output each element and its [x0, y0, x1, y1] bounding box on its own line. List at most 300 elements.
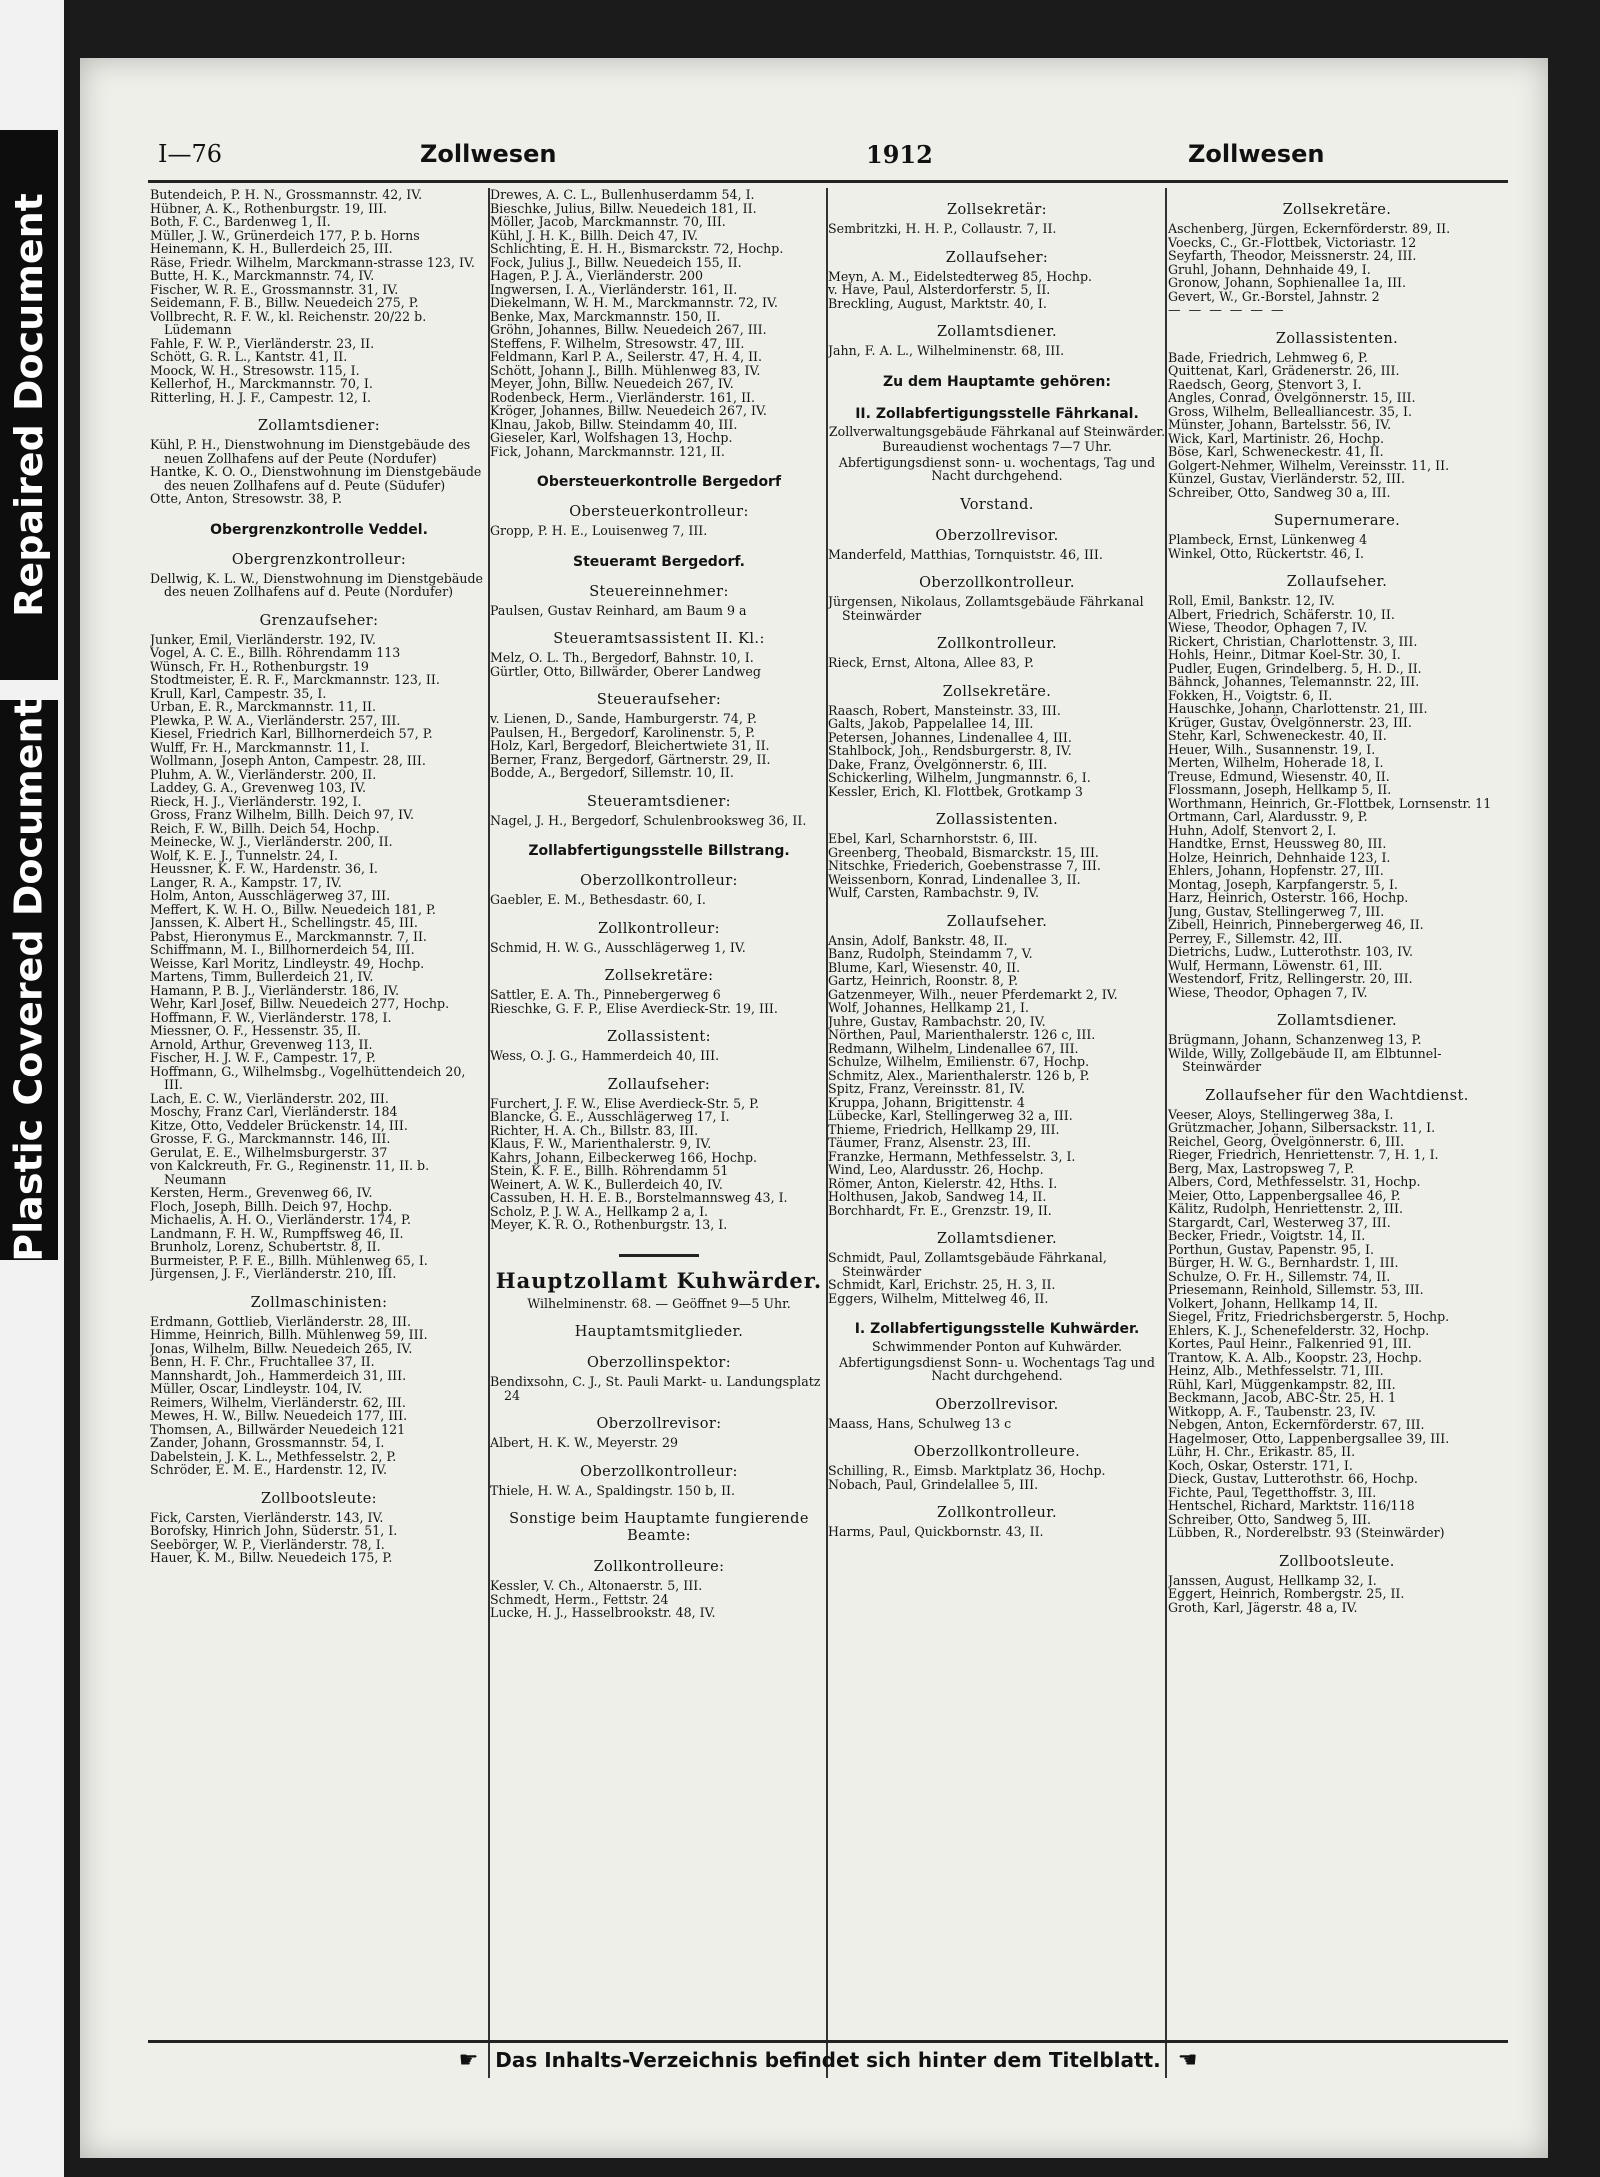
directory-entry: Borofsky, Hinrich John, Süderstr. 51, I.	[150, 1523, 398, 1538]
directory-entry: Kessler, Erich, Kl. Flottbek, Grotkamp 3	[828, 783, 1083, 799]
directory-entry: Bodde, A., Bergedorf, Sillemstr. 10, II.	[490, 765, 734, 780]
directory-entry: Eggers, Wilhelm, Mittelweg 46, II.	[828, 1290, 1049, 1306]
pointing-hand-left-icon: ☛	[458, 2048, 479, 2073]
directory-entry: Schröder, E. M. E., Hardenstr. 12, IV.	[150, 1462, 388, 1477]
page-header	[158, 140, 1548, 180]
directory-entry: Kälitz, Rudolph, Henriettenstr. 2, III.	[1168, 1201, 1403, 1216]
directory-entry: Blume, Karl, Wiesenstr. 40, II.	[828, 959, 1021, 975]
office-note: Abfertigungsdienst sonn- u. wochentags, Tag und Nacht durchgehend.	[838, 454, 1156, 483]
column-separator	[1165, 188, 1167, 2078]
directory-entry: v. Have, Paul, Alsterdorferstr. 5, II.	[828, 282, 1051, 297]
directory-entry: Bieschke, Julius, Billw. Neuedeich 181, II.	[490, 200, 757, 216]
directory-entry: Schlichting, E. H. H., Bismarckstr. 72, Hochp.	[490, 241, 784, 256]
repaired-document-text: Repaired Document	[7, 193, 52, 617]
section-heading: Zollamtsdiener.	[1276, 1013, 1398, 1029]
directory-entry: Meier, Otto, Lappenbergsallee 46, P.	[1168, 1187, 1401, 1203]
directory-entry: Mewes, H. W., Billw. Neuedeich 177, III.	[150, 1408, 408, 1423]
directory-entry: Merten, Wilhelm, Hoherade 18, I.	[1168, 755, 1384, 770]
column-4	[1168, 188, 1506, 2078]
office-heading: Obersteuerkontrolle Bergedorf	[536, 474, 782, 490]
directory-entry: Heussner, K. F. W., Hardenstr. 36, I.	[150, 861, 378, 876]
section-heading: Zollaufseher:	[945, 249, 1049, 266]
directory-entry: Treuse, Edmund, Wiesenstr. 40, II.	[1168, 768, 1390, 784]
office-heading: Steueramt Bergedorf.	[572, 553, 745, 570]
directory-entry: Schött, Johann J., Billh. Mühlenweg 83, IV.	[490, 362, 761, 378]
directory-entry: Albert, Friedrich, Schäferstr. 10, II.	[1168, 606, 1395, 622]
directory-entry: Fischer, H. J. W. F., Campestr. 17, P.	[150, 1050, 376, 1065]
section-heading: Zollaufseher:	[607, 1076, 711, 1093]
directory-entry: Scholz, P. J. W. A., Hellkamp 2 a, I.	[490, 1203, 709, 1219]
directory-entry: Holz, Karl, Bergedorf, Bleichertwiete 31, II.	[490, 738, 770, 753]
directory-entry: Gevert, W., Gr.-Borstel, Jahnstr. 2	[1168, 288, 1380, 304]
footer-text: Das Inhalts-Verzeichnis befindet sich hinter dem Titelblatt.	[495, 2048, 1161, 2072]
directory-entry: Ingwersen, I. A., Vierländerstr. 161, II.	[490, 281, 738, 297]
directory-entry: Nitschke, Friederich, Goebenstrasse 7, III.	[828, 858, 1101, 873]
directory-entry: Ortmann, Carl, Alardusstr. 9, P.	[1168, 809, 1368, 824]
section-heading: Oberzollinspektor:	[587, 1355, 731, 1371]
directory-entry: Gerulat, E. E., Wilhelmsburgerstr. 37	[150, 1144, 388, 1160]
directory-entry: Rieger, Friedrich, Henriettenstr. 7, H. 1, I.	[1168, 1147, 1439, 1162]
directory-entry: Galts, Jakob, Pappelallee 14, III.	[828, 716, 1034, 731]
directory-entry: Vogel, A. C. E., Billh. Röhrendamm 113	[150, 645, 401, 660]
directory-entry: Fick, Johann, Marckmannstr. 121, II.	[490, 443, 725, 459]
directory-entry: Gröhn, Johannes, Billw. Neuedeich 267, III.	[490, 322, 767, 337]
directory-entry: Hamann, P. B. J., Vierländerstr. 186, IV.	[150, 982, 400, 998]
directory-entry: Schmidt, Paul, Zollamtsgebäude Fährkanal, Steinwärder	[828, 1250, 1107, 1279]
directory-entry: Plewka, P. W. A., Vierländerstr. 257, III.	[150, 712, 401, 728]
section-heading: Oberzollrevisor.	[935, 1396, 1059, 1413]
directory-entry: Kersten, Herm., Grevenweg 66, IV.	[150, 1185, 373, 1200]
directory-entry: Münster, Johann, Bartelsstr. 56, IV.	[1168, 417, 1392, 432]
directory-entry: Diekelmann, W. H. M., Marckmannstr. 72, IV.	[490, 295, 778, 310]
directory-entry: Hohls, Heinr., Ditmar Koel-Str. 30, I.	[1168, 647, 1401, 662]
directory-entry: Meinecke, W. J., Vierländerstr. 200, II.	[150, 834, 393, 849]
directory-entry: Schreiber, Otto, Sandweg 30 a, III.	[1168, 484, 1391, 500]
directory-entry: Kellerhof, H., Marckmannstr. 70, I.	[150, 376, 373, 391]
directory-entry: Janssen, August, Hellkamp 32, I.	[1168, 1572, 1377, 1588]
section-heading: Zollsekretär:	[947, 202, 1047, 218]
directory-entry: Kruppa, Johann, Brigittenstr. 4	[828, 1094, 1025, 1110]
directory-entry: Schmitz, Alex., Marienthalerstr. 126 b, P.	[828, 1067, 1090, 1083]
directory-entry: Martens, Timm, Bullerdeich 21, IV.	[150, 969, 374, 984]
directory-entry: Kahrs, Johann, Eilbeckerweg 166, Hochp.	[490, 1149, 758, 1165]
section-heading: Zollkontrolleur.	[937, 636, 1057, 652]
directory-entry: Grosse, F. G., Marckmannstr. 146, III.	[150, 1131, 391, 1146]
directory-entry: Thiele, H. W. A., Spaldingstr. 150 b, II.	[490, 1482, 736, 1498]
directory-entry: Berner, Franz, Bergedorf, Gärtnerstr. 29, II.	[490, 751, 771, 767]
directory-entry: Blancke, G. E., Ausschlägerweg 17, I.	[490, 1109, 730, 1124]
directory-entry: Fischer, W. R. E., Grossmannstr. 31, IV.	[150, 281, 399, 297]
directory-entry: Heinz, Alb., Methfesselstr. 71, III.	[1168, 1363, 1384, 1378]
directory-entry: Ehlers, K. J., Schenefelderstr. 32, Hochp.	[1168, 1322, 1430, 1338]
directory-entry: Fahle, F. W. P., Vierländerstr. 23, II.	[150, 335, 375, 351]
directory-entry: Böse, Karl, Schweneckestr. 41, II.	[1168, 444, 1384, 459]
directory-entry: Stahlbock, Joh., Rendsburgerstr. 8, IV.	[828, 743, 1072, 758]
directory-entry: Wollmann, Joseph Anton, Campestr. 28, III.	[150, 753, 426, 768]
directory-entry: Zander, Johann, Grossmannstr. 54, I.	[150, 1435, 385, 1450]
section-heading: Zollassistent:	[607, 1029, 711, 1045]
directory-entry: Pudler, Eugen, Grindelberg. 5, H. D., II.	[1168, 660, 1422, 676]
directory-entry: Kortes, Paul Heinr., Falkenried 91, III.	[1168, 1336, 1412, 1351]
directory-entry: Täumer, Franz, Alsenstr. 23, III.	[828, 1135, 1031, 1150]
directory-entry: Rieck, H. J., Vierländerstr. 192, I.	[150, 793, 362, 809]
directory-entry: Harms, Paul, Quickbornstr. 43, II.	[828, 1524, 1044, 1539]
section-heading: Zollaufseher.	[1286, 574, 1388, 590]
directory-entry: Kessler, V. Ch., Altonaerstr. 5, III.	[490, 1578, 703, 1593]
section-heading: Zollkontrolleur.	[937, 1505, 1057, 1521]
directory-entry: Thieme, Friedrich, Hellkamp 29, III.	[828, 1121, 1060, 1137]
directory-entry: Dabelstein, J. K. L., Methfesselstr. 2, P.	[150, 1448, 397, 1464]
directory-entry: Voecks, C., Gr.-Flottbek, Victoriastr. 12	[1168, 234, 1417, 250]
directory-entry: Stein, K. F. E., Billh. Röhrendamm 51	[490, 1163, 729, 1178]
directory-entry: Beckmann, Jacob, ABC-Str. 25, H. 1	[1168, 1390, 1397, 1405]
directory-entry: Raasch, Robert, Mansteinstr. 33, III.	[828, 702, 1061, 718]
directory-entry: Pabst, Hieronymus E., Marckmannstr. 7, II.	[150, 928, 427, 944]
directory-entry: Hentschel, Richard, Marktstr. 116/118	[1168, 1498, 1415, 1513]
directory-entry: Winkel, Otto, Rückertstr. 46, I.	[1168, 545, 1365, 561]
directory-entry: Feldmann, Karl P. A., Seilerstr. 47, H. 4, II.	[490, 349, 763, 364]
directory-entry: Quittenat, Karl, Grädenerstr. 26, III.	[1168, 363, 1400, 378]
directory-entry: Redmann, Wilhelm, Lindenallee 67, III.	[828, 1040, 1079, 1056]
column-2	[490, 188, 828, 2078]
directory-entry: Weissenborn, Konrad, Lindenallee 3, II.	[828, 871, 1081, 887]
section-heading: Zollamtsdiener:	[258, 418, 380, 434]
section-heading: Zollassistenten.	[1275, 330, 1399, 347]
directory-entry: Breckling, August, Marktstr. 40, I.	[828, 295, 1047, 311]
directory-entry: Moock, W. H., Stresowstr. 115, I.	[150, 362, 360, 378]
directory-entry: Holthusen, Jakob, Sandweg 14, II.	[828, 1189, 1047, 1204]
directory-entry: Kröger, Johannes, Billw. Neuedeich 267, IV.	[490, 403, 767, 418]
section-heading: Zollassistenten.	[935, 812, 1059, 828]
directory-entry: Nörthen, Paul, Marienthalerstr. 126 c, III.	[828, 1027, 1096, 1042]
header-right-title: Zollwesen	[1188, 140, 1325, 168]
directory-entry: Zibell, Heinrich, Pinnebergerweg 46, II.	[1168, 917, 1424, 932]
directory-entry: Lübben, R., Norderelbstr. 93 (Steinwärder)	[1168, 1525, 1445, 1540]
directory-entry: Benke, Max, Marckmannstr. 150, II.	[490, 308, 721, 324]
directory-entry: Wünsch, Fr. H., Rothenburgstr. 19	[150, 658, 369, 674]
section-heading: Steueramtsdiener:	[587, 793, 731, 810]
section-heading: Zollamtsdiener.	[936, 1231, 1058, 1247]
directory-entry: Jung, Gustav, Stellingerweg 7, III.	[1168, 903, 1385, 919]
plastic-covered-label	[0, 700, 58, 1260]
directory-entry: Schmidt, Karl, Erichstr. 25, H. 3, II.	[828, 1277, 1056, 1292]
directory-entry: Richter, H. A. Ch., Billstr. 83, III.	[490, 1122, 699, 1138]
directory-entry: Stargardt, Carl, Westerweg 37, III.	[1168, 1214, 1391, 1230]
directory-entry: Landmann, F. H. W., Rumpffsweg 46, II.	[150, 1225, 404, 1241]
directory-entry: Nebgen, Anton, Eckernförderstr. 67, III.	[1168, 1417, 1425, 1432]
directory-entry: Golgert-Nehmer, Wilhelm, Vereinsstr. 11, II.	[1168, 457, 1450, 473]
directory-entry: Berg, Max, Lastropsweg 7, P.	[1168, 1160, 1355, 1176]
directory-entry: Wiese, Theodor, Ophagen 7, IV.	[1168, 984, 1368, 1000]
section-heading: Hauptamtsmitglieder.	[574, 1324, 744, 1340]
directory-entry: Heuer, Wilh., Susannenstr. 19, I.	[1168, 741, 1376, 757]
directory-entry: Banz, Rudolph, Steindamm 7, V.	[828, 946, 1033, 961]
directory-entry: Rühl, Karl, Müggenkampstr. 82, III.	[1168, 1376, 1396, 1392]
dash-line: — — — — — —	[1168, 302, 1286, 317]
directory-entry: Junker, Emil, Vierländerstr. 192, IV.	[150, 631, 376, 647]
directory-entry: Jürgensen, Nikolaus, Zollamtsgebäude Fährkanal Steinwärder	[828, 594, 1144, 623]
directory-entry: Langer, R. A., Kampstr. 17, IV.	[150, 874, 342, 890]
section-heading: Oberzollkontrolleur:	[580, 1463, 738, 1480]
section-divider	[619, 1254, 699, 1257]
directory-entry: Meyer, K. R. O., Rothenburgstr. 13, I.	[490, 1217, 728, 1232]
directory-entry: Kiesel, Friedrich Karl, Billhornerdeich 57, P.	[150, 726, 433, 741]
directory-entry: Sattler, E. A. Th., Pinnebergerweg 6	[490, 987, 721, 1002]
office-note: Abfertigungsdienst Sonn- u. Wochentags Tag und Nacht durchgehend.	[839, 1354, 1155, 1383]
directory-entry: Gruhl, Johann, Dehnhaide 49, I.	[1168, 261, 1371, 277]
directory-entry: Wolf, Johannes, Hellkamp 21, I.	[828, 1000, 1029, 1015]
directory-entry: Schickerling, Wilhelm, Jungmannstr. 6, I.	[828, 770, 1091, 785]
directory-entry: Reimers, Wilhelm, Vierländerstr. 62, III.	[150, 1394, 406, 1410]
directory-entry: Klnau, Jakob, Billw. Steindamm 40, III.	[490, 416, 738, 432]
directory-entry: Koch, Oskar, Osterstr. 171, I.	[1168, 1457, 1353, 1473]
plastic-covered-text: Plastic Covered Document	[7, 698, 52, 1262]
directory-entry: Dake, Franz, Övelgönnerstr. 6, III.	[828, 756, 1048, 772]
directory-entry: Moschy, Franz Carl, Vierländerstr. 184	[150, 1104, 398, 1119]
section-heading: Zollbootsleute.	[1279, 1553, 1395, 1570]
directory-entry: Butte, H. K., Marckmannstr. 74, IV.	[150, 268, 375, 283]
directory-entry: Both, F. C., Bardenweg 1, II.	[150, 214, 331, 229]
directory-entry: Künzel, Gustav, Vierländerstr. 52, III.	[1168, 471, 1405, 486]
directory-entry: Schmedt, Herm., Fettstr. 24	[490, 1591, 669, 1607]
directory-entry: Melz, O. L. Th., Bergedorf, Bahnstr. 10, I.	[490, 650, 754, 665]
section-heading: Zollkontrolleur:	[598, 920, 720, 937]
directory-entry: Hauschke, Johann, Charlottenstr. 21, III.	[1168, 701, 1428, 716]
section-heading: Zollaufseher.	[946, 913, 1048, 930]
directory-entry: Nobach, Paul, Grindelallee 5, III.	[828, 1476, 1039, 1492]
directory-entry: Porthun, Gustav, Papenstr. 95, I.	[1168, 1241, 1375, 1257]
directory-entry: Franzke, Hermann, Methfesselstr. 3, I.	[828, 1148, 1076, 1164]
directory-entry: Müller, Oscar, Lindleystr. 104, IV.	[150, 1381, 363, 1396]
directory-entry: Schilling, R., Eimsb. Marktplatz 36, Hochp.	[828, 1463, 1106, 1478]
directory-entry: Müller, J. W., Grünerdeich 177, P. b. Horns	[150, 227, 420, 243]
directory-entry: Schiffmann, M. I., Billhornerdeich 54, III.	[150, 942, 415, 957]
office-note: Wilhelminenstr. 68. — Geöffnet 9—5 Uhr.	[527, 1295, 791, 1311]
directory-entry: Dietrichs, Ludw., Lutterothstr. 103, IV.	[1168, 944, 1414, 959]
directory-entry: Schulze, O. Fr. H., Sillemstr. 74, II.	[1168, 1268, 1391, 1284]
office-note: Bureaudienst wochentags 7—7 Uhr.	[882, 439, 1112, 454]
directory-entry: Hauer, K. M., Billw. Neuedeich 175, P.	[150, 1550, 393, 1565]
directory-entry: Römer, Anton, Kielerstr. 42, Hths. I.	[828, 1175, 1058, 1191]
directory-entry: Krull, Karl, Campestr. 35, I.	[150, 685, 327, 701]
section-heading: Zollsekretäre.	[1282, 202, 1392, 218]
directory-entry: Hagelmoser, Otto, Lappenbergsallee 39, III.	[1168, 1430, 1450, 1446]
directory-entry: Gürtler, Otto, Billwärder, Oberer Landweg	[490, 663, 761, 679]
directory-entry: Paulsen, Gustav Reinhard, am Baum 9 a	[490, 602, 747, 618]
directory-entry: Brügmann, Johann, Schanzenweg 13, P.	[1168, 1032, 1422, 1047]
directory-entry: Krüger, Gustav, Övelgönnerstr. 23, III.	[1168, 714, 1412, 730]
directory-entry: Schulze, Wilhelm, Emilienstr. 67, Hochp.	[828, 1054, 1090, 1069]
directory-entry: Jahn, F. A. L., Wilhelminenstr. 68, III.	[828, 343, 1065, 358]
directory-entry: Albers, Cord, Methfesselstr. 31, Hochp.	[1168, 1174, 1421, 1189]
directory-entry: Rieck, Ernst, Altona, Allee 83, P.	[828, 655, 1034, 670]
footer-rule	[148, 2040, 1508, 2043]
directory-entry: Floch, Joseph, Billh. Deich 97, Hochp.	[150, 1198, 393, 1214]
directory-entry: Ansin, Adolf, Bankstr. 48, II.	[828, 932, 1008, 948]
directory-entry: Weisse, Karl Moritz, Lindleystr. 49, Hochp.	[150, 955, 425, 971]
directory-entry: Cassuben, H. H. E. B., Borstelmannsweg 43, I.	[490, 1190, 788, 1205]
directory-entry: Dellwig, K. L. W., Dienstwohnung im Dienstgebäude des neuen Zollhafens auf d. Peute (Nordufer)	[150, 570, 483, 599]
directory-entry: Flossmann, Joseph, Hellkamp 5, II.	[1168, 782, 1392, 797]
directory-entry: Mannshardt, Joh., Hammerdeich 31, III.	[150, 1367, 407, 1383]
directory-entry: Seidemann, F. B., Billw. Neuedeich 275, P.	[150, 295, 419, 310]
directory-entry: Wulff, Fr. H., Marckmannstr. 11, I.	[150, 739, 370, 755]
directory-entry: Gatzenmeyer, Wilh., neuer Pferdemarkt 2, IV.	[828, 986, 1118, 1002]
directory-entry: Wulf, Hermann, Löwenstr. 61, III.	[1168, 957, 1383, 973]
directory-entry: Wolf, K. E. J., Tunnelstr. 24, I.	[150, 847, 339, 863]
section-heading: Obergrenzkontrolleur:	[231, 551, 407, 568]
directory-entry: Kühl, P. H., Dienstwohnung im Dienstgebäude des neuen Zollhafens auf der Peute (Nordufer)	[150, 437, 471, 466]
directory-entry: Lach, E. C. W., Vierländerstr. 202, III.	[150, 1090, 389, 1106]
directory-entry: Seyfarth, Theodor, Meissnerstr. 24, III.	[1168, 248, 1417, 263]
section-heading: Oberzollrevisor.	[935, 527, 1059, 544]
directory-entry: Gaebler, E. M., Bethesdastr. 60, I.	[490, 892, 706, 907]
directory-entry: Meyer, John, Billw. Neuedeich 267, IV.	[490, 376, 734, 391]
directory-entry: Ehlers, Johann, Hopfenstr. 27, III.	[1168, 863, 1384, 878]
section-heading: Oberzollrevisor:	[596, 1416, 722, 1432]
directory-entry: Michaelis, A. H. O., Vierländerstr. 174, P.	[150, 1212, 411, 1227]
directory-entry: Arnold, Arthur, Grevenweg 113, II.	[150, 1036, 373, 1052]
directory-entry: Sembritzki, H. H. P., Collaustr. 7, II.	[828, 221, 1057, 236]
directory-entry: von Kalckreuth, Fr. G., Reginenstr. 11, II. b. Neumann	[150, 1158, 430, 1187]
directory-entry: Stehr, Karl, Schweneckestr. 40, II.	[1168, 728, 1387, 743]
directory-entry: Steffens, F. Wilhelm, Stresowstr. 47, III.	[490, 335, 745, 351]
office-heading: I. Zollabfertigungsstelle Kuhwärder.	[854, 1321, 1140, 1337]
directory-entry: Manderfeld, Matthias, Tornquiststr. 46, III.	[828, 546, 1103, 562]
directory-entry: Meffert, K. W. H. O., Billw. Neuedeich 181, P.	[150, 901, 436, 917]
section-heading: Zollbootsleute:	[261, 1490, 377, 1507]
directory-entry: Wess, O. J. G., Hammerdeich 40, III.	[490, 1048, 720, 1063]
directory-entry: Becker, Friedr., Voigtstr. 14, II.	[1168, 1228, 1366, 1243]
directory-entry: Albert, H. K. W., Meyerstr. 29	[490, 1435, 679, 1450]
directory-entry: Nagel, J. H., Bergedorf, Schulenbrooksweg 36, II.	[490, 812, 807, 828]
directory-entry: Räse, Friedr. Wilhelm, Marckmann-strasse 123, IV.	[150, 254, 475, 270]
section-heading: Zollamtsdiener.	[936, 324, 1058, 340]
directory-entry: v. Lienen, D., Sande, Hamburgerstr. 74, P.	[490, 711, 757, 726]
directory-entry: Stodtmeister, E. R. F., Marckmannstr. 123, II.	[150, 672, 440, 687]
directory-entry: Gieseler, Karl, Wolfshagen 13, Hochp.	[490, 430, 733, 445]
directory-entry: Urban, E. R., Marckmannstr. 11, II.	[150, 699, 376, 714]
directory-entry: Gronow, Johann, Sophienallee 1a, III.	[1168, 275, 1407, 290]
directory-entry: Lübecke, Karl, Stellingerweg 32 a, III.	[828, 1108, 1073, 1123]
directory-entry: Wiese, Theodor, Ophagen 7, IV.	[1168, 620, 1368, 635]
directory-entry: Hantke, K. O. O., Dienstwohnung im Dienstgebäude des neuen Zollhafens auf d. Peute (Südufer)	[150, 464, 482, 493]
directory-entry: Schött, G. R. L., Kantstr. 41, II.	[150, 349, 348, 364]
section-heading: Steueraufseher:	[596, 692, 722, 708]
directory-entry: Seebörger, W. P., Vierländerstr. 78, I.	[150, 1536, 385, 1552]
directory-entry: Eggert, Heinrich, Rombergstr. 25, II.	[1168, 1586, 1405, 1601]
directory-entry: Hagen, P. J. A., Vierländerstr. 200	[490, 268, 703, 283]
directory-entry: Borchhardt, Fr. E., Grenzstr. 19, II.	[828, 1202, 1052, 1218]
directory-entry: Groth, Karl, Jägerstr. 48 a, IV.	[1168, 1599, 1358, 1615]
main-office-title: Hauptzollamt Kuhwärder.	[495, 1267, 823, 1293]
directory-entry: Schreiber, Otto, Sandweg 5, III.	[1168, 1511, 1372, 1527]
directory-entry: Worthmann, Heinrich, Gr.-Flottbek, Lornsenstr. 11	[1168, 795, 1492, 811]
directory-entry: Hoffmann, F. W., Vierländerstr. 178, I.	[150, 1009, 392, 1025]
directory-entry: Siegel, Fritz, Friedrichsbergerstr. 5, Hochp.	[1168, 1309, 1450, 1324]
office-heading: Obergrenzkontrolle Veddel.	[210, 521, 428, 538]
directory-entry: Laddey, G. A., Grevenweg 103, IV.	[150, 780, 367, 795]
section-heading: Sonstige beim Hauptamte fungierende Beamte:	[509, 1511, 809, 1544]
directory-entry: Kühl, J. H. K., Billh. Deich 47, IV.	[490, 227, 698, 243]
directory-entry: Roll, Emil, Bankstr. 12, IV.	[1168, 593, 1335, 608]
directory-entry: Benn, H. F. Chr., Fruchtallee 37, II.	[150, 1354, 375, 1369]
directory-entry: Drewes, A. C. L., Bullenhuserdamm 54, I.	[490, 188, 755, 202]
column-3	[828, 188, 1166, 2078]
directory-entry: Handtke, Ernst, Heussweg 80, III.	[1168, 836, 1387, 851]
section-heading: Oberzollkontrolleur.	[919, 575, 1075, 591]
directory-entry: Angles, Conrad, Övelgönnerstr. 15, III.	[1168, 390, 1416, 405]
directory-entry: Juhre, Gustav, Rambachstr. 20, IV.	[828, 1013, 1046, 1029]
directory-entry: Pluhm, A. W., Vierländerstr. 200, II.	[150, 766, 377, 782]
section-heading: Zollmaschinisten:	[250, 1294, 388, 1311]
directory-entry: Heinemann, K. H., Bullerdeich 25, III.	[150, 241, 393, 256]
directory-entry: Brunholz, Lorenz, Schubertstr. 8, II.	[150, 1239, 381, 1254]
directory-entry: Thomsen, A., Billwärder Neuedeich 121	[150, 1421, 406, 1437]
directory-entry: Fichte, Paul, Tegetthoffstr. 3, III.	[1168, 1484, 1377, 1500]
section-heading: Zollaufseher für den Wachtdienst.	[1205, 1087, 1469, 1104]
directory-entry: Aschenberg, Jürgen, Eckernförderstr. 89, II.	[1168, 221, 1451, 236]
directory-entry: Reichel, Georg, Övelgönnerstr. 6, III.	[1168, 1133, 1405, 1149]
directory-entry: Plambeck, Ernst, Lünkenweg 4	[1168, 532, 1368, 547]
directory-entry: Janssen, K. Albert H., Schellingstr. 45, III.	[150, 915, 418, 930]
directory-entry: Rieschke, G. F. P., Elise Averdieck-Str. 19, III.	[490, 1000, 778, 1016]
directory-entry: Fokken, H., Voigtstr. 6, II.	[1168, 687, 1333, 703]
directory-entry: Spitz, Franz, Vereinsstr. 81, IV.	[828, 1081, 1025, 1096]
directory-entry: Schmid, H. W. G., Ausschlägerweg 1, IV.	[490, 939, 746, 955]
section-heading: Steueramtsassistent II. Kl.:	[553, 631, 765, 647]
directory-entry: Fock, Julius J., Billw. Neuedeich 155, II.	[490, 254, 742, 270]
directory-entry: Burmeister, P. F. E., Billh. Mühlenweg 65, I.	[150, 1252, 428, 1268]
directory-entry: Montag, Joseph, Karpfangerstr. 5, I.	[1168, 876, 1398, 892]
directory-entry: Witkopp, A. F., Taubenstr. 23, IV.	[1168, 1403, 1376, 1419]
directory-entry: Hübner, A. K., Rothenburgstr. 19, III.	[150, 200, 388, 216]
directory-entry: Lühr, H. Chr., Erikastr. 85, II.	[1168, 1444, 1356, 1459]
directory-entry: Wehr, Karl Josef, Billw. Neuedeich 277, Hochp.	[150, 996, 450, 1011]
office-heading: Zu dem Hauptamte gehören:	[883, 373, 1111, 390]
directory-entry: Furchert, J. F. W., Elise Averdieck-Str. 5, P.	[490, 1095, 760, 1111]
directory-entry: Klaus, F. W., Marienthalerstr. 9, IV.	[490, 1136, 712, 1151]
directory-entry: Priesemann, Reinhold, Sillemstr. 53, III.	[1168, 1282, 1424, 1297]
section-heading: Supernumerare.	[1273, 513, 1401, 529]
directory-entry: Jürgensen, J. F., Vierländerstr. 210, III.	[150, 1266, 397, 1281]
directory-entry: Fick, Carsten, Vierländerstr. 143, IV.	[150, 1509, 384, 1525]
directory-entry: Bendixsohn, C. J., St. Pauli Markt- u. Landungsplatz 24	[490, 1374, 821, 1403]
directory-entry: Hoffmann, G., Wilhelmsbg., Vogelhüttendeich 20, III.	[150, 1063, 466, 1092]
column-1	[150, 188, 488, 2078]
directory-entry: Volkert, Johann, Hellkamp 14, II.	[1168, 1295, 1378, 1311]
footer-note	[148, 2048, 1508, 2073]
directory-entry: Otte, Anton, Stresowstr. 38, P.	[150, 491, 342, 506]
section-heading: Obersteuerkontrolleur:	[569, 504, 749, 520]
directory-entry: Maass, Hans, Schulweg 13 c	[828, 1415, 1012, 1431]
directory-entry: Wind, Leo, Alardusstr. 26, Hochp.	[828, 1162, 1044, 1177]
directory-entry: Himme, Heinrich, Billh. Mühlenweg 59, III.	[150, 1327, 428, 1342]
directory-entry: Gropp, P. H. E., Louisenweg 7, III.	[490, 523, 708, 538]
directory-entry: Holm, Anton, Ausschlägerweg 37, III.	[150, 888, 391, 903]
directory-entry: Grützmacher, Johann, Silbersackstr. 11, I.	[1168, 1120, 1436, 1135]
section-heading: Oberzollkontrolleur:	[580, 873, 738, 889]
directory-entry: Gross, Franz Wilhelm, Billh. Deich 97, IV.	[150, 807, 415, 822]
directory-entry: Bade, Friedrich, Lehmweg 6, P.	[1168, 349, 1368, 365]
directory-entry: Miessner, O. F., Hessenstr. 35, II.	[150, 1023, 361, 1038]
directory-entry: Dieck, Gustav, Lutterothstr. 66, Hochp.	[1168, 1471, 1418, 1486]
directory-entry: Bürger, H. W. G., Bernhardstr. 1, III.	[1168, 1255, 1399, 1270]
directory-entry: Rodenbeck, Herm., Vierländerstr. 161, II.	[490, 389, 756, 405]
directory-entry: Gross, Wilhelm, Bellealliancestr. 35, I.	[1168, 403, 1413, 419]
header-year: 1912	[866, 140, 933, 169]
directory-entry: Raedsch, Georg, Stenvort 3, I.	[1168, 376, 1362, 392]
